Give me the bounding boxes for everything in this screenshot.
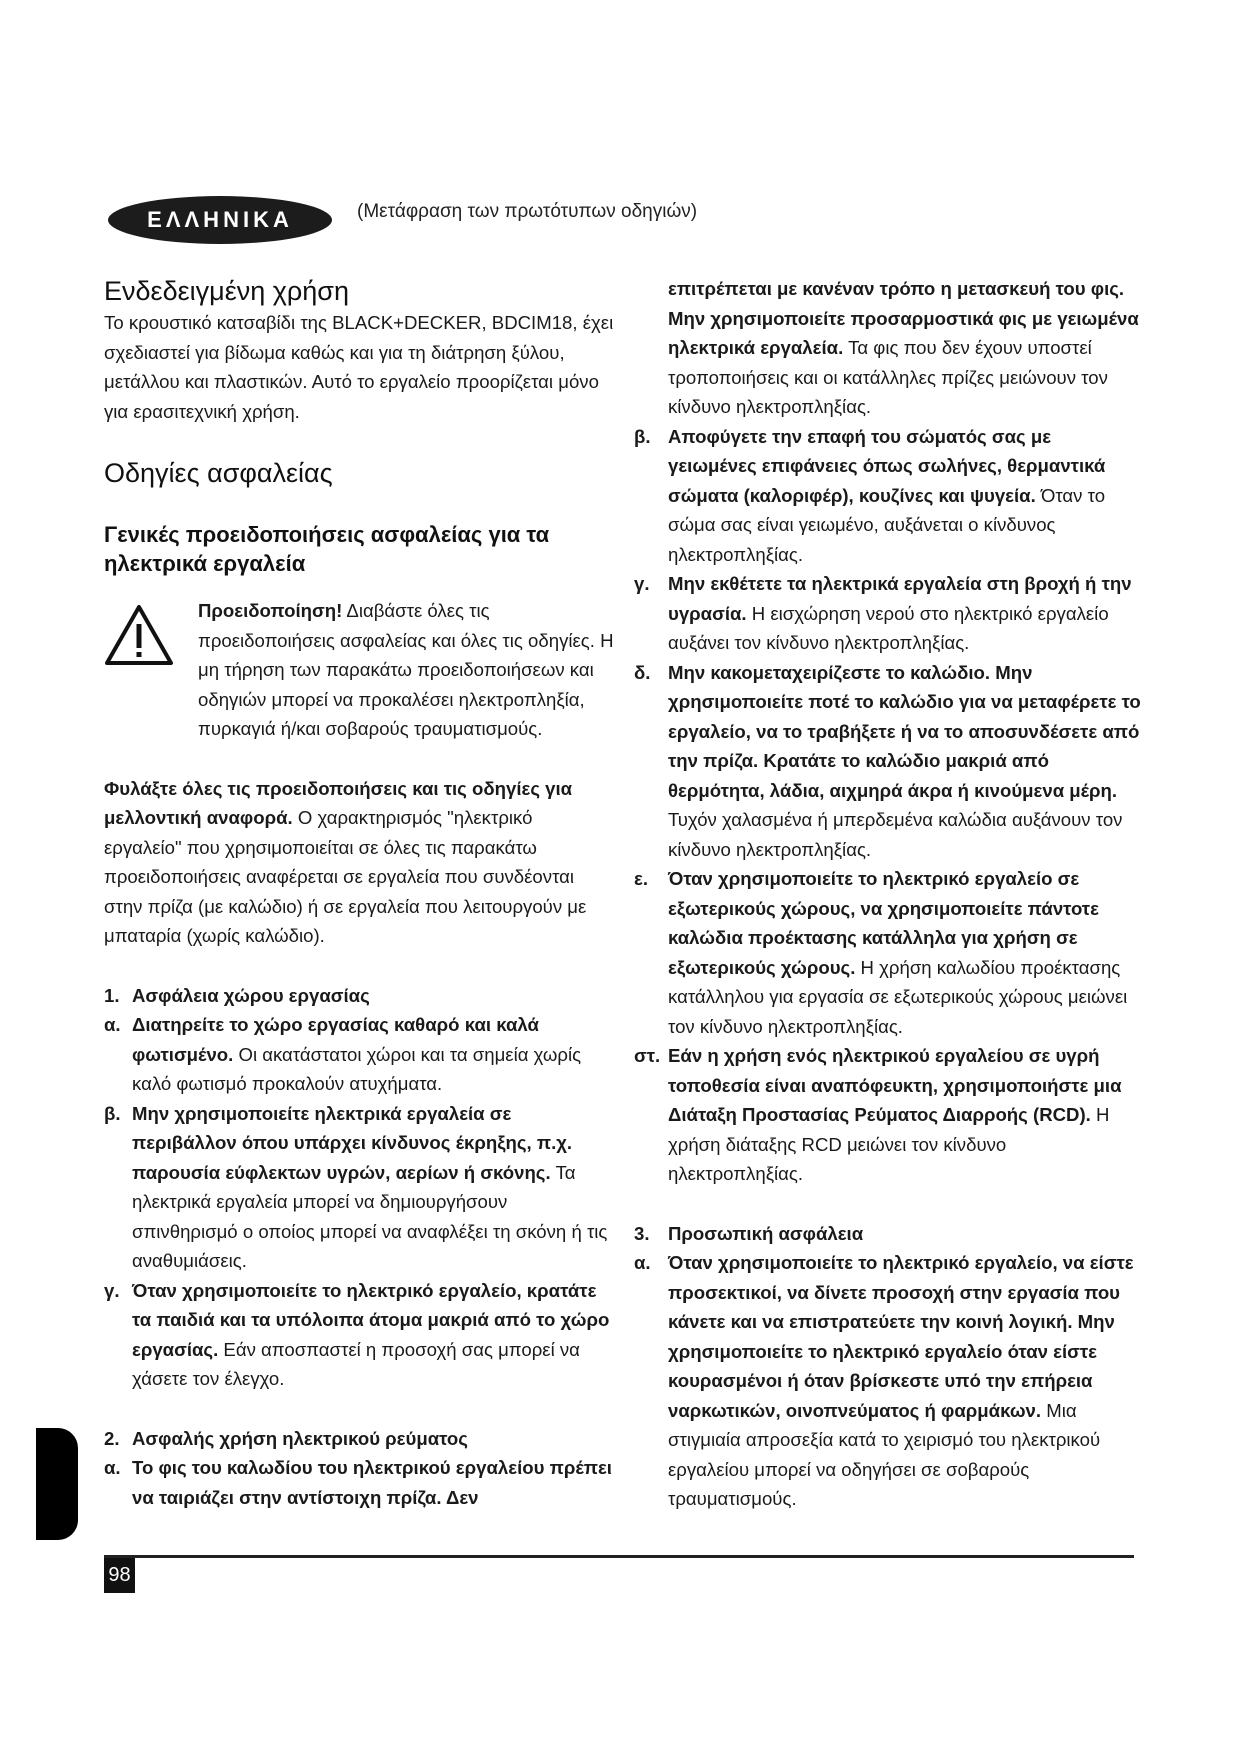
- list-item-bold: Όταν χρησιμοποιείτε το ηλεκτρικό εργαλείο, να είστε προσεκτικοί, να δίνετε προσοχή στην εργασία που κάνετε και να επιστρατεύετε την κοινή λογική. Μην χρησιμοποιείτε το ηλεκτρικό εργαλείο όταν είστε κουρασμένοι ή όταν βρίσκεστε υπό την επήρεια ναρκωτικών, οινοπνεύματος ή φαρμάκων.: [668, 1252, 1134, 1421]
- page-number: 98: [104, 1558, 135, 1593]
- list-item: [104, 1099, 614, 1276]
- list-item-mark: α.: [104, 1457, 121, 1478]
- warning-body: Διαβάστε όλες τις προειδοποιήσεις ασφαλείας και όλες τις οδηγίες. Η μη τήρηση των παρακάτω προειδοποιήσεων και οδηγιών μπορεί να προκαλέσει ηλεκτροπληξία, πυρκαγιά ή/και σοβαρούς τραυματισμούς.: [198, 600, 614, 739]
- list-item-bold: Διατηρείτε το χώρο εργασίας καθαρό και καλά φωτισμένο.: [132, 1014, 539, 1065]
- section-2-heading: [104, 1424, 614, 1454]
- list-item: [104, 1010, 614, 1099]
- warning-label: Προειδοποίηση!: [198, 600, 343, 621]
- section-1-number: 1.: [104, 984, 120, 1006]
- list-item-text: Οι ακατάστατοι χώροι και τα σημεία χωρίς καλό φωτισμό προκαλούν ατυχήματα.: [132, 1043, 582, 1094]
- list-item-text: Όταν το σώμα σας είναι γειωμένο, αυξάνεται ο κίνδυνος ηλεκτροπληξίας.: [668, 484, 1106, 565]
- right-column: [634, 274, 1144, 1514]
- list-item-bold: Μην χρησιμοποιείτε ηλεκτρικά εργαλεία σε περιβάλλον όπου υπάρχει κίνδυνος έκρηξης, π.χ. παρουσία εύφλεκτων υγρών, αερίων ή σκόνης.: [132, 1102, 573, 1183]
- continuation-bold: επιτρέπεται με κανέναν τρόπο η μετασκευή του φις. Μην χρησιμοποιείτε προσαρμοστικά φις με γειωμένα ηλεκτρικά εργαλεία.: [668, 278, 1139, 358]
- section-3-heading: [634, 1219, 1144, 1249]
- list-item-mark: γ.: [634, 573, 650, 594]
- list-item-text: Η εισχώρηση νερού στο ηλεκτρικό εργαλείο αυξάνει τον κίνδυνο ηλεκτροπληξίας.: [668, 602, 1109, 653]
- warning-block: [104, 596, 614, 744]
- list-item-mark: β.: [634, 425, 651, 447]
- translation-note: (Μετάφραση των πρωτότυπων οδηγιών): [357, 201, 698, 222]
- list-item: [634, 422, 1144, 570]
- section-3-number: 3.: [634, 1222, 650, 1244]
- list-item-mark: α.: [634, 1252, 651, 1273]
- section-1-heading: [104, 981, 614, 1011]
- safety-heading: Οδηγίες ασφαλείας: [104, 458, 333, 488]
- keep-instructions: [104, 774, 614, 951]
- general-warnings-heading: Γενικές προειδοποιήσεις ασφαλείας για τα ηλεκτρικά εργαλεία: [104, 522, 550, 576]
- list-item-text: Εάν αποσπαστεί η προσοχή σας μπορεί να χάσετε τον έλεγχο.: [132, 1338, 580, 1389]
- keep-instructions-text: Ο χαρακτηρισμός "ηλεκτρικό εργαλείο" που χρησιμοποιείται σε όλες τις παρακάτω προειδοποιήσεις αναφέρεται σε εργαλεία που συνδέονται στην πρίζα (με καλώδιο) ή σε εργαλεία που λειτουργούν με μπαταρία (χωρίς καλώδιο).: [104, 807, 587, 946]
- list-item: [634, 864, 1144, 1041]
- list-item-mark: γ.: [104, 1279, 120, 1301]
- intended-use-heading: Ενδεδειγμένη χρήση: [104, 276, 349, 306]
- left-column: [104, 274, 614, 1512]
- list-item-text: Μια στιγμιαία απροσεξία κατά το χειρισμό του ηλεκτρικού εργαλείου μπορεί να οδηγήσει σε σοβαρούς τραυματισμούς.: [668, 1399, 1101, 1509]
- list-item-bold: Μην κακομεταχειρίζεστε το καλώδιο. Μην χρησιμοποιείτε ποτέ το καλώδιο για να μεταφέρετε το εργαλείο, να το τραβήξετε ή να το αποσυνδέσετε από την πρίζα. Κρατάτε το καλώδιο μακριά από θερμότητα, λάδια, αιχμηρά άκρα ή κινούμενα μέρη.: [668, 661, 1141, 801]
- list-item-mark: β.: [104, 1102, 121, 1124]
- list-item-text: Η χρήση καλωδίου προέκτασης κατάλληλου για εργασία σε εξωτερικούς χώρους μειώνει τον κίνδυνο ηλεκτροπληξίας.: [668, 956, 1128, 1037]
- list-item: [634, 1041, 1144, 1189]
- list-item: [634, 569, 1144, 658]
- section-2-number: 2.: [104, 1427, 120, 1449]
- continuation-text: Τα φις που δεν έχουν υποστεί τροποποιήσεις και οι κατάλληλες πρίζες μειώνουν τον κίνδυνο ηλεκτροπληξίας.: [668, 337, 1108, 417]
- list-item: [104, 1453, 614, 1512]
- list-item-bold: Αποφύγετε την επαφή του σώματός σας με γειωμένες επιφάνειες όπως σωλήνες, θερμαντικά σώματα (καλοριφέρ), κουζίνες και ψυγεία.: [668, 425, 1106, 506]
- section-3-title: Προσωπική ασφάλεια: [668, 1222, 864, 1244]
- intended-use-text: Το κρουστικό κατσαβίδι της BLACK+DECKER, BDCIM18, έχει σχεδιαστεί για βίδωμα καθώς και για τη διάτρηση ξύλου, μετάλλου και πλαστικών. Αυτό το εργαλείο προορίζεται μόνο για ερασιτεχνική χρήση.: [104, 312, 614, 422]
- list-item: [634, 1248, 1144, 1514]
- list-item-mark: δ.: [634, 661, 651, 683]
- list-item-bold: Εάν η χρήση ενός ηλεκτρικού εργαλείου σε υγρή τοποθεσία είναι αναπόφευκτη, χρησιμοποιήστε μια Διάταξη Προστασίας Ρεύματος Διαρροής (RCD).: [668, 1045, 1122, 1125]
- list-item: [104, 1276, 614, 1394]
- list-item-text: Τα ηλεκτρικά εργαλεία μπορεί να δημιουργήσουν σπινθηρισμό ο οποίος μπορεί να αναφλέξει τη σκόνη ή τις αναθυμιάσεις.: [132, 1161, 608, 1271]
- side-tab-marker: [36, 1428, 78, 1540]
- list-item-mark: στ.: [634, 1045, 661, 1066]
- list-item-continuation: [634, 274, 1144, 422]
- warning-triangle-icon: [104, 596, 198, 744]
- list-item-mark: ε.: [634, 868, 648, 889]
- section-2-title: Ασφαλής χρήση ηλεκτρικού ρεύματος: [132, 1427, 468, 1449]
- language-badge: ΕΛΛΗΝΙΚΑ: [108, 196, 332, 244]
- list-item-text: Τυχόν χαλασμένα ή μπερδεμένα καλώδια αυξάνουν τον κίνδυνο ηλεκτροπληξίας.: [668, 809, 1123, 860]
- section-1-title: Ασφάλεια χώρου εργασίας: [132, 984, 370, 1006]
- list-item-bold: Μην εκθέτετε τα ηλεκτρικά εργαλεία στη βροχή ή την υγρασία.: [668, 573, 1132, 624]
- footer-divider: [104, 1555, 1134, 1558]
- list-item-bold: Όταν χρησιμοποιείτε το ηλεκτρικό εργαλείο, κρατάτε τα παιδιά και τα υπόλοιπα άτομα μακριά από το χώρο εργασίας.: [132, 1279, 610, 1360]
- warning-text: [198, 596, 614, 744]
- list-item-bold: Το φις του καλωδίου του ηλεκτρικού εργαλείου πρέπει να ταιριάζει στην αντίστοιχη πρίζα. Δεν: [132, 1457, 612, 1508]
- list-item-bold: Όταν χρησιμοποιείτε το ηλεκτρικό εργαλείο σε εξωτερικούς χώρους, να χρησιμοποιείτε πάντοτε καλώδια προέκτασης κατάλληλα για χρήση σε εξωτερικούς χώρους.: [668, 868, 1099, 978]
- list-item-mark: α.: [104, 1014, 121, 1035]
- list-item-text: Η χρήση διάταξης RCD μειώνει τον κίνδυνο ηλεκτροπληξίας.: [668, 1104, 1110, 1184]
- list-item: [634, 658, 1144, 865]
- keep-instructions-bold: Φυλάξτε όλες τις προειδοποιήσεις και τις οδηγίες για μελλοντική αναφορά.: [104, 777, 573, 828]
